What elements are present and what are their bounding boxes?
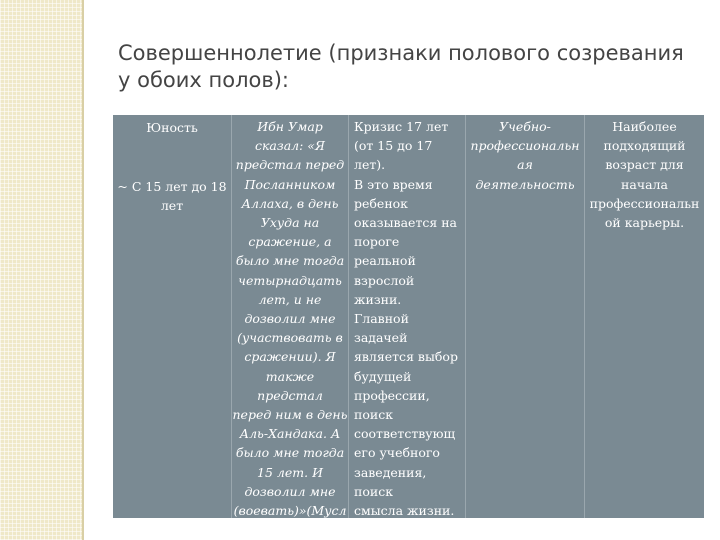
side-band-edge (82, 0, 84, 540)
crisis-text: Кризис 17 лет (от 15 до 17 лет). В это время ребенок оказывается на пороге реальной взрослой жизни. Главной задачей является выбор будущей профессии, поиск соответствующ его учебного заведения, поиск смысла жизни. (354, 119, 458, 519)
column-youth (113, 115, 231, 518)
column-crisis (349, 115, 465, 518)
youth-header: Юность (146, 120, 198, 135)
youth-age-range: ~ С 15 лет до 18 лет (117, 179, 227, 214)
column-career (585, 115, 704, 518)
info-table (113, 115, 704, 538)
column-hadith (232, 115, 348, 538)
activity-text: Учебно- профессиональн ая деятельность (470, 119, 580, 192)
career-text: Наиболее подходящий возраст для начала профессиональн ой карьеры. (589, 119, 700, 231)
slide-title: Совершеннолетие (признаки полового созревания у обоих полов): (118, 41, 684, 92)
decorative-side-band (0, 0, 82, 540)
column-activity (466, 115, 584, 518)
hadith-text: Ибн Умар сказал: «Я предстал перед Посланником Аллаха, в день Ухуда на сражение, а было мне тогда четырнадцать лет, и не дозволил мне (участвовать в сражении). Я также предстал перед ним в день Аль-Хандака. А было мне тогда 15 лет. И дозволил мне (воевать)»(Мусл им) (232, 119, 348, 538)
